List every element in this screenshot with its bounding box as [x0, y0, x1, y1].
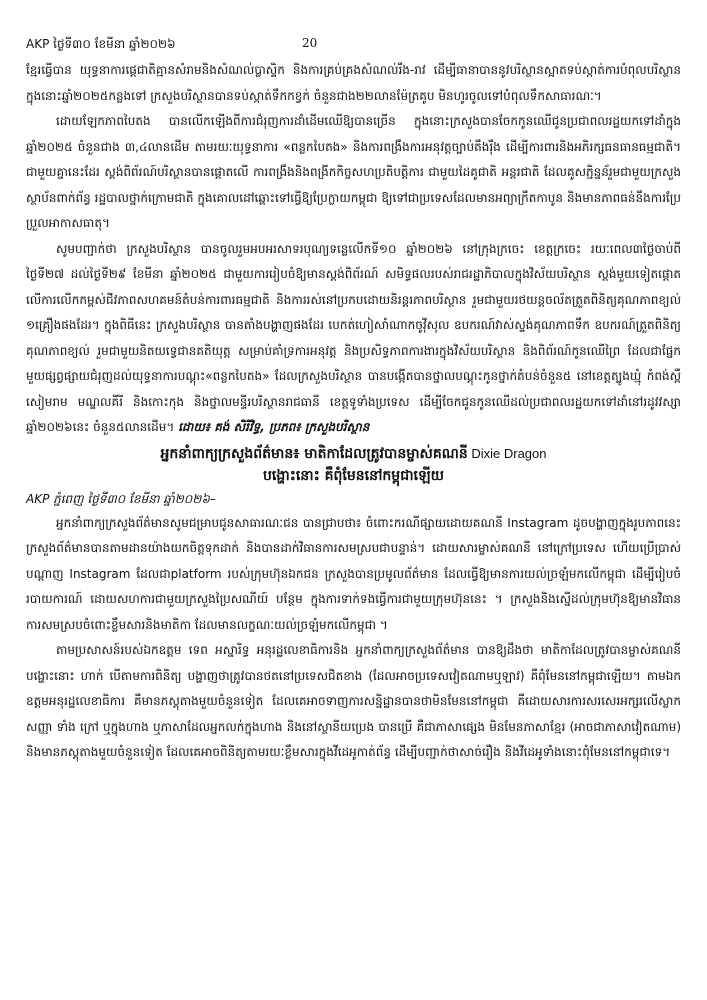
article2-title-line-1	[26, 443, 681, 465]
header-source-date: AKP ថ្ងៃទី៣០ ខែមីនា ឆ្នាំ២០២៦	[26, 37, 176, 51]
article1-byline: ដោយ៖ គង់ សិរីវិទ្ធ, ប្រភព៖ ក្រសួងបរិស្ថាន	[178, 420, 370, 434]
article1-paragraph-1: ខ្មែរធ្វើបាន យុទ្ធនាការផ្ដេជាតិគ្មានសំរាមនិងសំណល់ប្លាស្ទិក និងការគ្រប់គ្រងសំណល់រឹង-រាវ ដើម្បីធានាបាននូវបរិស្ថានស្អាតទប់ស្កាត់ការបំពុលបរិស្ថាន ក្នុងនោះឆ្នាំ២០២៥កន្លងទៅ ក្រសួងបរិស្ថានបានទប់ស្កាត់ទឹកកខ្វក់ ចំនួនជាង២២លានម៉ែត្រគូប មិនហូរចូលទៅបំពុលទឹកសាធារណៈ។	[26, 63, 681, 103]
article2-title-line-2: បង្ហោះនោះ គឺពុំមែននៅកម្ពុជាឡើយ	[263, 467, 444, 484]
page-number: 20	[302, 36, 318, 50]
article2-paragraph-2: តាមប្រសាសន៍របស់ឯកឧត្តម ទេព អស្នារិទ្ធ អនុរដ្ឋលេខាធិការនិង អ្នកនាំពាក្យក្រសួងព័ត៌មាន បានឱ្យដឹងថា មាតិកាដែលត្រូវបានម្ចាស់គណនីបង្ហោះនោះ ហាក់ បើតាមការពិនិត្យ បង្ហាញថាត្រូវបានថតនៅប្រទេសជិតខាង (ដែលអាចប្រទេសវៀតណាមឬឡាវ) គឺពុំមែននៅកម្ពុជាឡើយ។ តាមឯកឧត្តមអនុរដ្ឋលេខាធិការ គឺមានភស្តុតាងមួយចំនួនទៀត ដែលគេអាចទាញការសន្និដ្ឋានបានថាមិនមែននៅកម្ពុជា គឺដោយសារការសរសេរអក្សរលើស្លាក សញ្ញា ទាំង ក្រៅ ឬក្នុងហាង ឬភាសាដែលអ្នកលក់ក្នុងហាង និងនៅស្ថានីយប្រេង បានប្រើ គឺជាភាសាផ្សេង មិនមែនភាសាខ្មែរ (អាចជាភាសាវៀតណាម) និងមានភស្តុតាងមួយចំនួនទៀត ដែលគេអាចពិនិត្យតាមរយៈខ្លឹមសារក្នុងវីដេអូកាត់ព័ន្ធ ដើម្បីបញ្ជាក់ថាសាច់រឿង និងវីដេអូទាំងនោះពុំមែននៅកម្ពុជាទេ។	[26, 643, 681, 759]
article2-paragraph-1: អ្នកនាំពាក្យក្រសួងព័ត៌មានសូមជម្រាបជូនសាធារណៈជន បានជ្រាបថា៖ ចំពោះករណីផ្សាយដោយគណនី Instagram ដូចបង្ហាញក្នុងរូបភាពនេះ ក្រសួងព័ត៌មានបានតាមដានយ៉ាងយកចិត្តទុកដាក់ និងបានដាក់វិធានការសមស្របជាបន្ទាន់។ ដោយសារម្ចាស់គណនី នៅក្រៅប្រទេស ហើយប្រើប្រាស់បណ្តាញ Instagram ដែលជាplatform របស់ក្រុមហ៊ុនឯកជន ក្រសួងបានប្រមូលព័ត៌មាន ដែលធ្វើឱ្យមានការយល់ច្រឡំមកលើកម្ពុជា ដើម្បីរៀបចំរបាយការណ៍ ដោយសហការជាមួយក្រសួងប្រៃសណីយ៍ បន្ថែម ក្នុងការទាក់ទងធ្វើការជាមួយក្រុមហ៊ុននេះ ។ ក្រសួងនិងស្នើដល់ក្រុមហ៊ុនឱ្យមានវិធានការសមស្របចំពោះខ្លឹមសារនិងមាតិកា ដែលមានលក្ខណៈយល់ច្រឡំមកលើកម្ពុជា ។	[26, 515, 681, 632]
article2-title-line-1-en: Dixie Dragon	[467, 445, 547, 461]
article1-paragraph-3-text: សូមបញ្ជាក់ថា ក្រសួងបរិស្ថាន បានចូលរួមអបអរសាទរបុណ្យទន្លេលើកទី១០ ឆ្នាំ២០២៦ នៅក្រុងក្រចេះ ខេត្តក្រចេះ រយៈពេល៣ថ្ងៃចាប់ពីថ្ងៃទី២៧ ដល់ថ្ងៃទី២៩ ខែមីនា ឆ្នាំ២០២៥ ជាមួយការរៀបចំឱ្យមានស្តង់ពិព័រណ៍ សមិទ្ធផលរបស់រាជរដ្ឋាភិបាលក្នុងវិស័យបរិស្ថាន ស្តង់មួយទៀតផ្តោតលើការលើកកម្ពស់ជីវភាពសហគមន៍តំបន់ការពារធម្មជាតិ និងការរស់នៅប្រកបដោយនិរន្តរភាពបរិស្ថាន រួមជាមួយរថយន្តចល័តត្រួតពិនិត្យគុណភាពខ្យល់ ១គ្រឿងផងដែរ។ ក្នុងពិធីនេះ ក្រសួងបរិស្ថាន បានតាំងបង្ហាញផងដែរ បេកត់ហៀសាំណាកចូវ៉ីសុល ឧបករណ៍វាស់ស្ទង់គុណភាពទឹក ឧបករណ៍ត្រួតពិនិត្យគុណភាពខ្យល់ រួមជាមួយនិតយទ្វេជានគតិយុត្ត សម្រាប់គាំទ្រការអនុវត្ត និងប្រសិទ្ធភាពការងារក្នុងវិស័យបរិស្ថាន និងពិព័រណ៍កូនឈើព្រៃ ដែលជាផ្នែកមួយផ្សព្វផ្សាយជំរុញដល់យុទ្ធនាការបណ្ដុះ«ពន្លកបៃតង» ដែលក្រសួងបរិស្ថាន បានបង្កើតបានថ្នាលបណ្ដុះកូនថ្នាក់តំបន់ចំនួន៥ នៅខេត្តត្បូងឃ្មុំ កំពង់ស្ពឺ សៀមរាម មណ្ឌលគីរី និងកោះកុង និងថ្នាលមន្ទីរបរិស្ថានរាជធានី ខេត្តទូទាំងប្រទេស ដើម្បីចែកជូនកូនឈើដល់ប្រជាពលរដ្ឋយកទៅដាំនៅរដូវវស្សាឆ្នាំ២០២៦នេះ ចំនួន៥លានដើម។	[26, 241, 681, 434]
article1-paragraph-3	[26, 237, 681, 441]
page-header	[26, 36, 681, 58]
article2-title	[26, 443, 681, 487]
article2-title-line-1-km: អ្នកនាំពាក្យក្រសួងព័ត៌មាន៖ មាតិកាដែលត្រូវបានម្ចាស់គណនី	[160, 445, 468, 462]
article1-paragraph-2: ដោយឡែកភាពបៃតង បានលើកឡើងពីការជំរុញការដាំដើមឈើឱ្យបានច្រើន ក្នុងនោះក្រសួងបានចែកកូនឈើជូនប្រជាពលរដ្ឋយកទៅដាំក្នុងឆ្នាំ២០២៥ ចំនួនជាង ៣,៤លានដើម តាមរយៈយុទ្ធនាការ «ពន្លកបៃតង» និងការពង្រឹងការអនុវត្តច្បាប់តឹងរ៉ឹង ដើម្បីការពារនិងអភិរក្សធនធានធម្មជាតិ។ ជាមួយគ្នានេះដែរ ស្ដង់ពិព័រណ៍បរិស្ថានបានផ្ដោតលើ ការពង្រឹងនិងពង្រីកកិច្ចសហប្រតិបត្តិការ ជាមួយដៃគូជាតិ អន្តរជាតិ ដែលគូសភ្ជិន្នន័រួមជាមួយក្រសួង ស្ថាប័នពាក់ព័ន្ធ រដ្ឋបាលថ្នាក់ក្រោមជាតិ ក្នុងគោលដៅឆ្ពោះទៅធ្វើឱ្យប្រែក្លាយកម្ពុជា ឱ្យទៅជាប្រទេសដែលមានអព្យាក្រឹតកាបូន និងមានភាពធន់នឹងការប្រែប្រួលអាកាសធាតុ។	[26, 114, 681, 230]
article2-dateline: AKP ភ្នំពេញ ថ្ងៃទី៣០ ខែមីនា ឆ្នាំ២០២៦–	[26, 491, 216, 506]
